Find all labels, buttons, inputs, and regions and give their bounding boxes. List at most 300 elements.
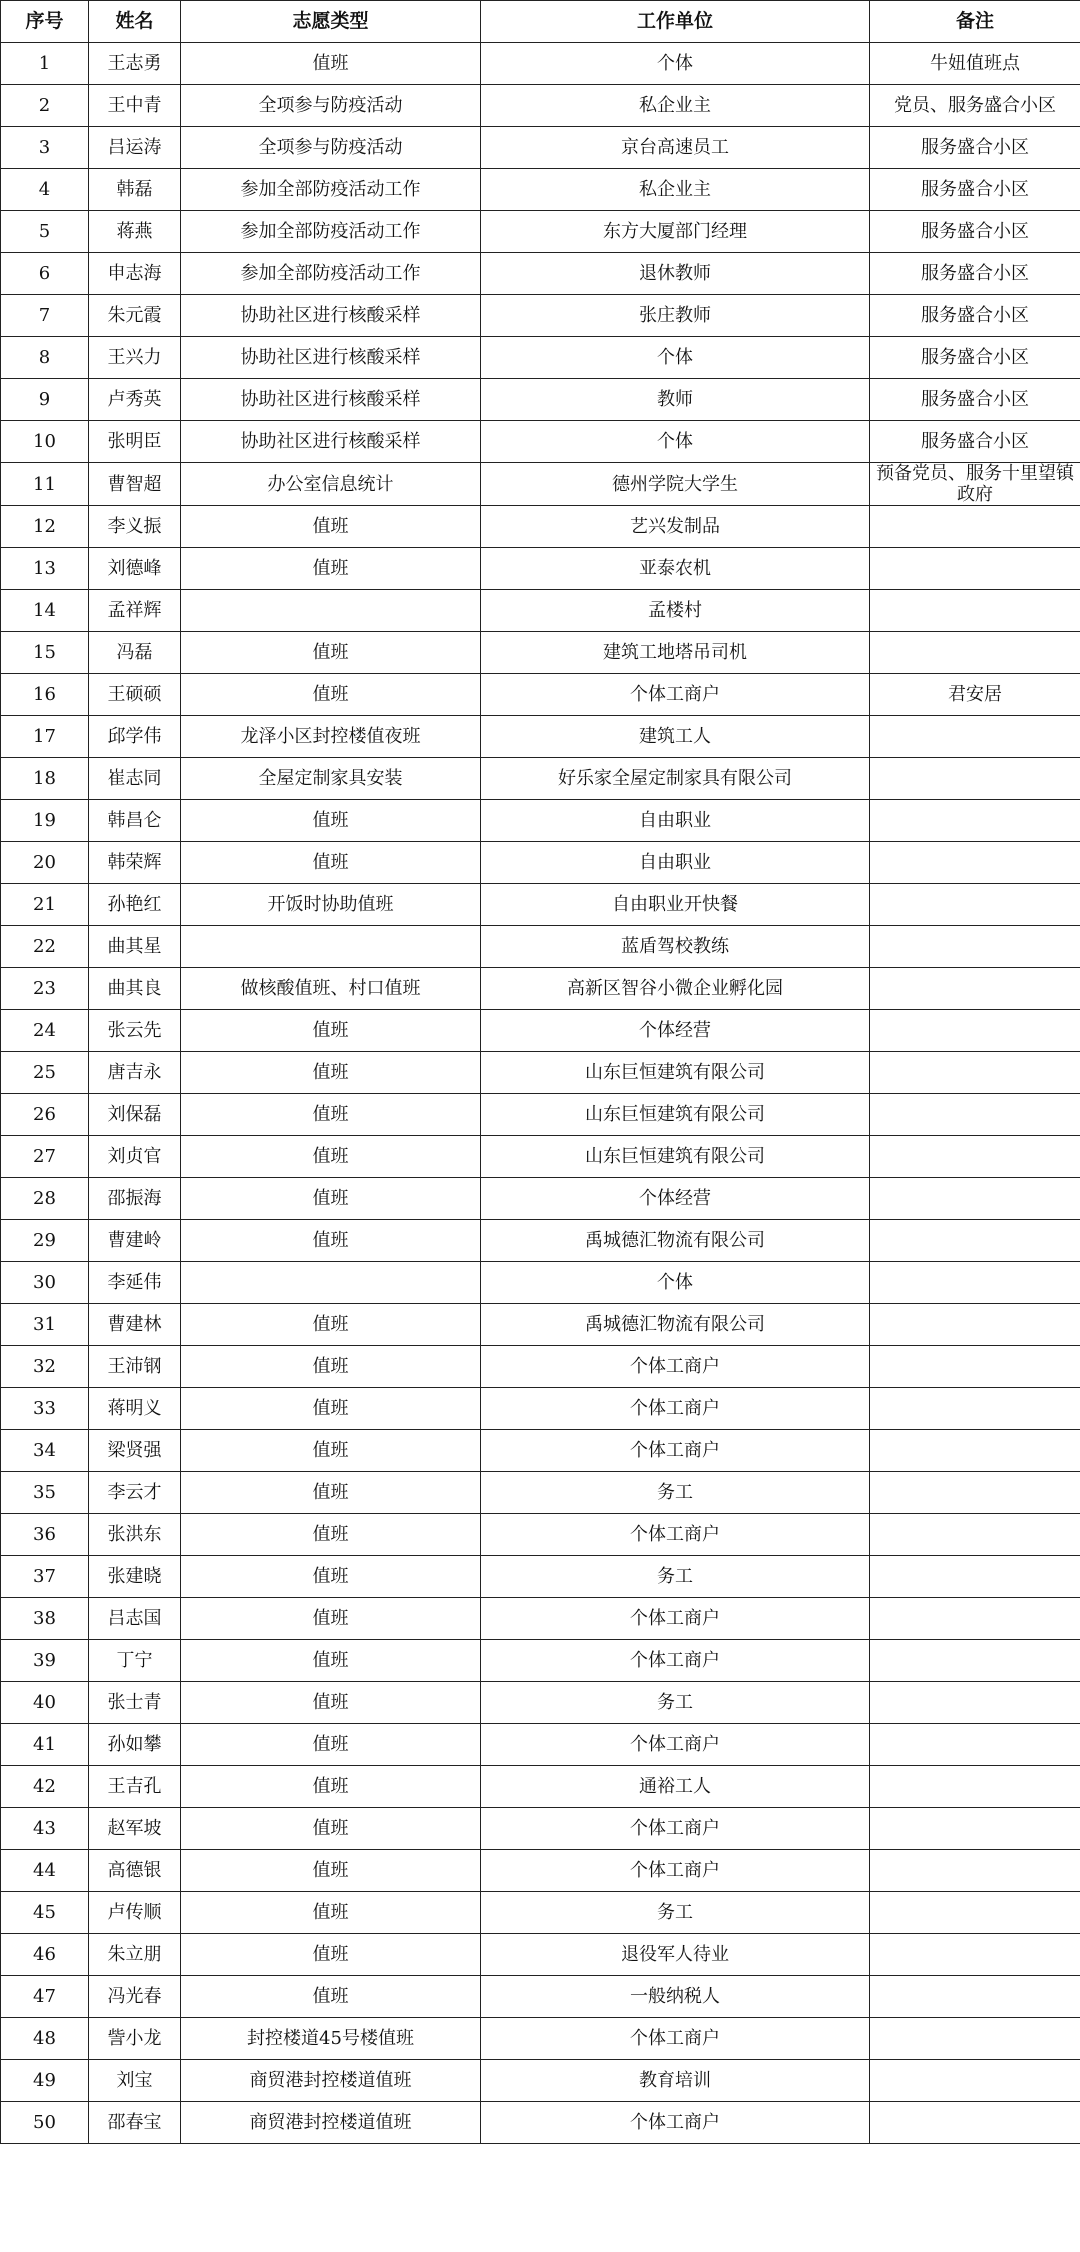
cell-remarks [870,1388,1080,1430]
cell-volunteer-type: 值班 [181,632,481,674]
cell-index: 30 [1,1262,89,1304]
cell-remarks [870,1724,1080,1766]
cell-name: 王吉孔 [89,1766,181,1808]
cell-workplace: 禹城德汇物流有限公司 [481,1220,870,1262]
cell-volunteer-type: 参加全部防疫活动工作 [181,169,481,211]
cell-remarks: 牛妞值班点 [870,43,1080,85]
cell-volunteer-type [181,590,481,632]
table-row [1,1388,1080,1430]
cell-index: 27 [1,1136,89,1178]
cell-remarks [870,968,1080,1010]
table-row [1,1556,1080,1598]
cell-remarks: 服务盛合小区 [870,169,1080,211]
cell-remarks [870,1598,1080,1640]
table-header-row [1,1,1080,43]
cell-remarks [870,1346,1080,1388]
cell-index: 41 [1,1724,89,1766]
cell-name: 张洪东 [89,1514,181,1556]
header-name: 姓名 [89,1,181,43]
cell-workplace: 通裕工人 [481,1766,870,1808]
cell-index: 44 [1,1850,89,1892]
cell-name: 孙如攀 [89,1724,181,1766]
cell-volunteer-type: 做核酸值班、村口值班 [181,968,481,1010]
cell-workplace: 个体工商户 [481,1346,870,1388]
cell-volunteer-type: 协助社区进行核酸采样 [181,295,481,337]
cell-workplace: 个体工商户 [481,1724,870,1766]
cell-remarks [870,1976,1080,2018]
cell-workplace: 个体经营 [481,1178,870,1220]
cell-name: 韩磊 [89,169,181,211]
header-remarks: 备注 [870,1,1080,43]
cell-volunteer-type: 值班 [181,1934,481,1976]
cell-volunteer-type: 龙泽小区封控楼值夜班 [181,716,481,758]
cell-workplace: 一般纳税人 [481,1976,870,2018]
cell-index: 40 [1,1682,89,1724]
cell-remarks [870,590,1080,632]
table-row [1,463,1080,506]
cell-workplace: 个体工商户 [481,2018,870,2060]
table-row [1,506,1080,548]
cell-workplace: 京台高速员工 [481,127,870,169]
cell-volunteer-type: 值班 [181,1304,481,1346]
cell-volunteer-type: 商贸港封控楼道值班 [181,2060,481,2102]
table-row [1,1094,1080,1136]
cell-index: 45 [1,1892,89,1934]
cell-volunteer-type: 值班 [181,1556,481,1598]
cell-index: 10 [1,421,89,463]
header-workplace: 工作单位 [481,1,870,43]
cell-workplace: 个体经营 [481,1010,870,1052]
cell-remarks [870,884,1080,926]
cell-index: 46 [1,1934,89,1976]
cell-index: 14 [1,590,89,632]
cell-volunteer-type: 值班 [181,1094,481,1136]
table-row [1,716,1080,758]
table-row [1,2060,1080,2102]
cell-volunteer-type: 协助社区进行核酸采样 [181,379,481,421]
cell-index: 37 [1,1556,89,1598]
cell-index: 5 [1,211,89,253]
cell-volunteer-type: 全项参与防疫活动 [181,127,481,169]
cell-volunteer-type: 全项参与防疫活动 [181,85,481,127]
cell-volunteer-type: 值班 [181,800,481,842]
cell-workplace: 艺兴发制品 [481,506,870,548]
cell-volunteer-type: 值班 [181,1052,481,1094]
cell-remarks [870,1052,1080,1094]
cell-workplace: 个体 [481,337,870,379]
cell-index: 25 [1,1052,89,1094]
cell-index: 33 [1,1388,89,1430]
cell-index: 6 [1,253,89,295]
cell-name: 曲其星 [89,926,181,968]
table-row [1,884,1080,926]
cell-name: 王硕硕 [89,674,181,716]
cell-workplace: 个体工商户 [481,1430,870,1472]
table-row [1,842,1080,884]
cell-name: 卢传顺 [89,1892,181,1934]
cell-volunteer-type: 值班 [181,674,481,716]
cell-name: 訾小龙 [89,2018,181,2060]
cell-index: 15 [1,632,89,674]
cell-index: 23 [1,968,89,1010]
table-row [1,1136,1080,1178]
cell-remarks [870,1892,1080,1934]
cell-index: 43 [1,1808,89,1850]
table-row [1,295,1080,337]
cell-remarks [870,800,1080,842]
cell-name: 吕志国 [89,1598,181,1640]
cell-workplace: 个体 [481,43,870,85]
cell-name: 张云先 [89,1010,181,1052]
cell-volunteer-type: 值班 [181,1892,481,1934]
table-row [1,674,1080,716]
cell-index: 22 [1,926,89,968]
cell-index: 48 [1,2018,89,2060]
cell-name: 韩荣辉 [89,842,181,884]
cell-workplace: 个体工商户 [481,1850,870,1892]
cell-index: 29 [1,1220,89,1262]
table-row [1,2102,1080,2144]
cell-name: 蒋燕 [89,211,181,253]
cell-remarks: 预备党员、服务十里望镇政府 [870,463,1080,506]
cell-index: 8 [1,337,89,379]
cell-index: 2 [1,85,89,127]
cell-remarks [870,632,1080,674]
cell-volunteer-type: 值班 [181,1472,481,1514]
cell-remarks [870,926,1080,968]
cell-index: 13 [1,548,89,590]
cell-name: 邵振海 [89,1178,181,1220]
cell-workplace: 禹城德汇物流有限公司 [481,1304,870,1346]
cell-volunteer-type: 办公室信息统计 [181,463,481,506]
cell-remarks: 党员、服务盛合小区 [870,85,1080,127]
cell-remarks [870,2102,1080,2144]
cell-remarks: 服务盛合小区 [870,253,1080,295]
cell-index: 17 [1,716,89,758]
cell-volunteer-type: 协助社区进行核酸采样 [181,337,481,379]
table-row [1,1220,1080,1262]
cell-volunteer-type: 值班 [181,1682,481,1724]
cell-index: 49 [1,2060,89,2102]
table-row [1,800,1080,842]
table-row [1,43,1080,85]
cell-volunteer-type: 参加全部防疫活动工作 [181,211,481,253]
cell-name: 王中青 [89,85,181,127]
cell-index: 4 [1,169,89,211]
cell-name: 李延伟 [89,1262,181,1304]
cell-volunteer-type: 值班 [181,1724,481,1766]
cell-remarks [870,1430,1080,1472]
cell-volunteer-type: 值班 [181,1220,481,1262]
cell-name: 张明臣 [89,421,181,463]
cell-name: 李云才 [89,1472,181,1514]
table-row [1,1346,1080,1388]
table-row [1,127,1080,169]
table-row [1,253,1080,295]
cell-index: 7 [1,295,89,337]
cell-volunteer-type: 值班 [181,1010,481,1052]
cell-workplace: 私企业主 [481,169,870,211]
table-row [1,590,1080,632]
table-row [1,1766,1080,1808]
cell-workplace: 个体工商户 [481,1514,870,1556]
cell-volunteer-type: 协助社区进行核酸采样 [181,421,481,463]
cell-workplace: 高新区智谷小微企业孵化园 [481,968,870,1010]
cell-remarks [870,1178,1080,1220]
cell-name: 邱学伟 [89,716,181,758]
cell-workplace: 教育培训 [481,2060,870,2102]
cell-workplace: 蓝盾驾校教练 [481,926,870,968]
cell-remarks [870,1640,1080,1682]
cell-name: 冯磊 [89,632,181,674]
cell-volunteer-type: 开饭时协助值班 [181,884,481,926]
cell-remarks [870,2018,1080,2060]
cell-index: 11 [1,463,89,506]
table-row [1,926,1080,968]
cell-index: 32 [1,1346,89,1388]
cell-name: 李义振 [89,506,181,548]
cell-name: 丁宁 [89,1640,181,1682]
cell-workplace: 退役军人待业 [481,1934,870,1976]
cell-volunteer-type: 值班 [181,1388,481,1430]
cell-volunteer-type: 值班 [181,1598,481,1640]
cell-volunteer-type: 值班 [181,1850,481,1892]
cell-workplace: 建筑工地塔吊司机 [481,632,870,674]
cell-name: 王兴力 [89,337,181,379]
table-row [1,169,1080,211]
cell-name: 梁贤强 [89,1430,181,1472]
cell-workplace: 自由职业 [481,800,870,842]
cell-volunteer-type: 值班 [181,842,481,884]
cell-remarks: 服务盛合小区 [870,421,1080,463]
table-row [1,1472,1080,1514]
cell-workplace: 私企业主 [481,85,870,127]
cell-volunteer-type: 值班 [181,1346,481,1388]
cell-name: 王志勇 [89,43,181,85]
cell-workplace: 务工 [481,1556,870,1598]
cell-name: 朱立朋 [89,1934,181,1976]
cell-index: 31 [1,1304,89,1346]
cell-name: 刘宝 [89,2060,181,2102]
cell-name: 吕运涛 [89,127,181,169]
cell-workplace: 个体工商户 [481,1388,870,1430]
cell-name: 曲其良 [89,968,181,1010]
cell-remarks [870,1220,1080,1262]
cell-workplace: 自由职业 [481,842,870,884]
cell-remarks [870,1514,1080,1556]
cell-index: 16 [1,674,89,716]
cell-remarks [870,842,1080,884]
table-row [1,1178,1080,1220]
table-row [1,548,1080,590]
cell-index: 36 [1,1514,89,1556]
cell-remarks [870,716,1080,758]
cell-index: 9 [1,379,89,421]
cell-remarks [870,1850,1080,1892]
cell-volunteer-type: 值班 [181,1640,481,1682]
cell-volunteer-type: 值班 [181,1136,481,1178]
cell-name: 孟祥辉 [89,590,181,632]
cell-remarks [870,1010,1080,1052]
cell-index: 1 [1,43,89,85]
table-row [1,1052,1080,1094]
table-row [1,968,1080,1010]
cell-name: 唐吉永 [89,1052,181,1094]
cell-workplace: 个体 [481,421,870,463]
cell-volunteer-type: 全屋定制家具安装 [181,758,481,800]
cell-volunteer-type: 参加全部防疫活动工作 [181,253,481,295]
table-body [1,43,1080,2144]
cell-workplace: 张庄教师 [481,295,870,337]
cell-name: 曹建林 [89,1304,181,1346]
table-row [1,758,1080,800]
cell-name: 蒋明义 [89,1388,181,1430]
cell-remarks [870,1556,1080,1598]
cell-index: 24 [1,1010,89,1052]
cell-name: 刘贞官 [89,1136,181,1178]
table-row [1,1640,1080,1682]
cell-name: 崔志同 [89,758,181,800]
cell-remarks [870,1262,1080,1304]
cell-index: 12 [1,506,89,548]
cell-remarks: 君安居 [870,674,1080,716]
cell-workplace: 山东巨恒建筑有限公司 [481,1052,870,1094]
cell-remarks [870,2060,1080,2102]
table-row [1,1682,1080,1724]
cell-index: 38 [1,1598,89,1640]
cell-remarks [870,1136,1080,1178]
table-row [1,1430,1080,1472]
cell-remarks [870,1934,1080,1976]
cell-workplace: 退休教师 [481,253,870,295]
cell-remarks [870,758,1080,800]
table-row [1,1598,1080,1640]
cell-remarks [870,1304,1080,1346]
cell-remarks [870,1094,1080,1136]
cell-index: 19 [1,800,89,842]
cell-name: 申志海 [89,253,181,295]
cell-workplace: 东方大厦部门经理 [481,211,870,253]
cell-workplace: 自由职业开快餐 [481,884,870,926]
table-row [1,1514,1080,1556]
cell-index: 28 [1,1178,89,1220]
cell-name: 刘保磊 [89,1094,181,1136]
cell-volunteer-type: 封控楼道45号楼值班 [181,2018,481,2060]
cell-index: 3 [1,127,89,169]
cell-workplace: 个体工商户 [481,2102,870,2144]
cell-index: 47 [1,1976,89,2018]
table-row [1,337,1080,379]
header-index: 序号 [1,1,89,43]
table-row [1,2018,1080,2060]
cell-workplace: 山东巨恒建筑有限公司 [481,1136,870,1178]
table-row [1,632,1080,674]
cell-workplace: 务工 [481,1682,870,1724]
cell-remarks [870,1472,1080,1514]
cell-remarks: 服务盛合小区 [870,211,1080,253]
table-row [1,379,1080,421]
cell-workplace: 个体工商户 [481,1598,870,1640]
cell-volunteer-type: 值班 [181,1766,481,1808]
table-row [1,421,1080,463]
cell-remarks [870,506,1080,548]
cell-index: 26 [1,1094,89,1136]
cell-workplace: 德州学院大学生 [481,463,870,506]
cell-name: 卢秀英 [89,379,181,421]
cell-volunteer-type [181,1262,481,1304]
cell-name: 张士青 [89,1682,181,1724]
cell-workplace: 孟楼村 [481,590,870,632]
cell-workplace: 务工 [481,1472,870,1514]
cell-remarks: 服务盛合小区 [870,337,1080,379]
cell-workplace: 建筑工人 [481,716,870,758]
cell-remarks: 服务盛合小区 [870,127,1080,169]
table-row [1,1850,1080,1892]
cell-remarks [870,1766,1080,1808]
cell-volunteer-type: 值班 [181,43,481,85]
cell-volunteer-type: 值班 [181,1808,481,1850]
cell-workplace: 个体工商户 [481,1640,870,1682]
cell-index: 39 [1,1640,89,1682]
cell-name: 曹建岭 [89,1220,181,1262]
table-row [1,1808,1080,1850]
cell-name: 赵军坡 [89,1808,181,1850]
cell-index: 34 [1,1430,89,1472]
cell-workplace: 亚泰农机 [481,548,870,590]
cell-workplace: 山东巨恒建筑有限公司 [481,1094,870,1136]
cell-workplace: 教师 [481,379,870,421]
table-row [1,1976,1080,2018]
cell-name: 韩昌仑 [89,800,181,842]
cell-name: 高德银 [89,1850,181,1892]
cell-workplace: 好乐家全屋定制家具有限公司 [481,758,870,800]
cell-name: 冯光春 [89,1976,181,2018]
table-row [1,85,1080,127]
table-row [1,1304,1080,1346]
table-row [1,211,1080,253]
cell-volunteer-type: 值班 [181,1178,481,1220]
table-row [1,1724,1080,1766]
cell-name: 孙艳红 [89,884,181,926]
cell-volunteer-type: 商贸港封控楼道值班 [181,2102,481,2144]
cell-remarks: 服务盛合小区 [870,295,1080,337]
cell-name: 朱元霞 [89,295,181,337]
cell-volunteer-type: 值班 [181,1430,481,1472]
cell-name: 曹智超 [89,463,181,506]
table-row [1,1934,1080,1976]
cell-name: 刘德峰 [89,548,181,590]
cell-workplace: 个体 [481,1262,870,1304]
table-row [1,1262,1080,1304]
cell-volunteer-type: 值班 [181,506,481,548]
cell-workplace: 务工 [481,1892,870,1934]
cell-volunteer-type: 值班 [181,1976,481,2018]
cell-index: 42 [1,1766,89,1808]
table-row [1,1892,1080,1934]
cell-remarks [870,1808,1080,1850]
cell-index: 20 [1,842,89,884]
cell-volunteer-type: 值班 [181,548,481,590]
cell-volunteer-type: 值班 [181,1514,481,1556]
cell-index: 18 [1,758,89,800]
cell-index: 21 [1,884,89,926]
cell-name: 张建晓 [89,1556,181,1598]
cell-remarks [870,548,1080,590]
cell-name: 王沛钢 [89,1346,181,1388]
cell-index: 50 [1,2102,89,2144]
cell-remarks [870,1682,1080,1724]
cell-volunteer-type [181,926,481,968]
